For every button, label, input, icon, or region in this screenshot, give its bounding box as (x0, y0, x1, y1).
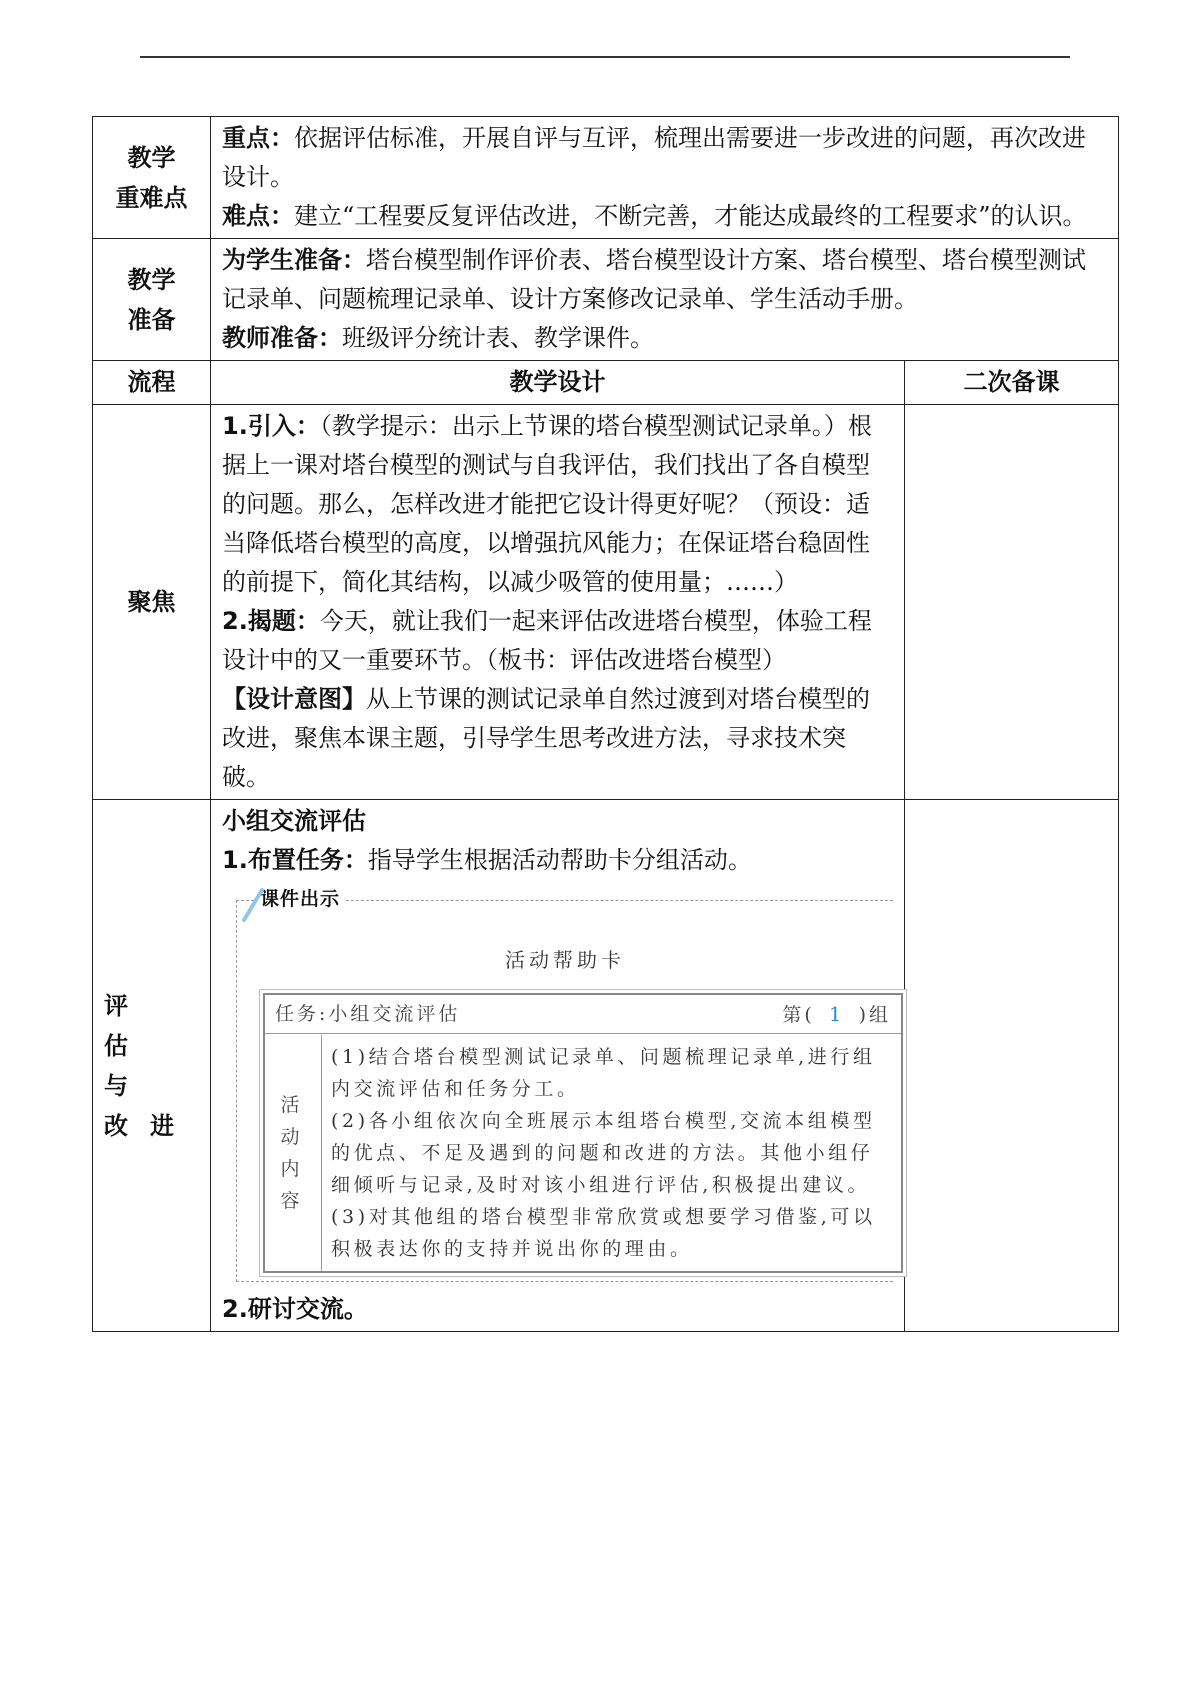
key-point-text: 依据评估标准，开展自评与互评，梳理出需要进一步改进的问题，再次改进设计。 (222, 124, 1086, 191)
preparation-content (211, 239, 1119, 361)
label-difficulty: 教学 重难点 (115, 143, 188, 212)
header-row (93, 361, 1119, 405)
teacher-prep-label: 教师准备： (222, 324, 342, 352)
reveal-text: 今天，就让我们一起来评估改进塔台模型，体验工程设计中的又一重要环节。（板书：评估改进塔台模型） (222, 607, 872, 674)
row-evaluate (93, 800, 1119, 1332)
evaluate-secondary-cell (905, 800, 1119, 1332)
difficult-point-label: 难点： (222, 202, 294, 230)
row-difficulty (93, 117, 1119, 239)
row-preparation (93, 239, 1119, 361)
content-label: 活动 内容 (280, 1094, 306, 1212)
design-intent-label: 【设计意图】 (222, 685, 366, 713)
label-focus-cell (93, 405, 211, 800)
courseware-panel (228, 886, 893, 1282)
slash-accent-icon (240, 888, 266, 922)
content-label-cell (265, 1035, 322, 1271)
activity-item: (2)各小组依次向全班展示本组塔台模型,交流本组模型的优点、不足及遇到的问题和改进的方法。其他小组仔细倾听与记录,及时对该小组进行评估,积极提出建议。 (331, 1110, 876, 1196)
row-focus (93, 405, 1119, 800)
section-title: 小组交流评估 (222, 807, 366, 835)
courseware-dashed-box (236, 900, 893, 1282)
label-preparation: 教学 准备 (127, 265, 176, 334)
group-suffix: )组 (858, 1004, 891, 1026)
label-evaluate: 评 估 与 改进 (104, 991, 196, 1140)
label-difficulty-cell (93, 117, 211, 239)
help-card-body (265, 1035, 901, 1271)
header-process: 流程 (93, 361, 211, 405)
evaluate-content (211, 800, 905, 1332)
header-rule (140, 56, 1070, 58)
activity-items (331, 1041, 893, 1265)
difficulty-content (211, 117, 1119, 239)
label-evaluate-cell (93, 800, 211, 1332)
teacher-prep-text: 班级评分统计表、教学课件。 (342, 324, 654, 352)
help-card-header (265, 995, 901, 1034)
focus-secondary-cell (905, 405, 1119, 800)
label-preparation-cell (93, 239, 211, 361)
courseware-tag: 课件出示 (256, 886, 344, 912)
focus-content (211, 405, 905, 800)
reveal-label: 2.揭题： (222, 607, 320, 635)
group-prefix: 第( (782, 1004, 815, 1026)
task-label: 1.布置任务： (222, 846, 368, 874)
intro-label: 1.引入： (222, 412, 320, 440)
label-focus: 聚焦 (127, 588, 176, 616)
design-intent-text: 从上节课的测试记录单自然过渡到对塔台模型的改进，聚焦本课主题，引导学生思考改进方法，寻求技术突破。 (222, 685, 870, 791)
group-number: 1 (828, 1002, 845, 1026)
discuss-step: 2.研讨交流。 (222, 1295, 368, 1323)
help-card-task: 任务:小组交流评估 (275, 1003, 461, 1025)
header-design: 教学设计 (211, 361, 905, 405)
intro-text: （教学提示：出示上节课的塔台模型测试记录单。）根据上一课对塔台模型的测试与自我评估，我们找出了各自模型的问题。那么，怎样改进才能把它设计得更好呢？（预设：适当降低塔台模型的高度，以增强抗风能力；在保证塔台稳固性的前提下，简化其结构，以减少吸管的使用量；……） (222, 412, 872, 596)
key-point-label: 重点： (222, 124, 294, 152)
activity-item: (3)对其他组的塔台模型非常欣赏或想要学习借鉴,可以积极表达你的支持并说出你的理由。 (331, 1206, 876, 1260)
student-prep-label: 为学生准备： (222, 246, 366, 274)
difficult-point-text: 建立“工程要反复评估改进，不断完善，才能达成最终的工程要求”的认识。 (294, 202, 1087, 230)
student-prep-text: 塔台模型制作评价表、塔台模型设计方案、塔台模型、塔台模型测试记录单、问题梳理记录单、设计方案修改记录单、学生活动手册。 (222, 246, 1086, 313)
lesson-plan-table (92, 116, 1119, 1332)
help-card-title: 活动帮助卡 (505, 948, 625, 972)
header-secondary: 二次备课 (905, 361, 1119, 405)
task-text: 指导学生根据活动帮助卡分组活动。 (367, 846, 752, 874)
help-card (263, 993, 903, 1273)
help-card-group (782, 995, 891, 1034)
activity-item: (1)结合塔台模型测试记录单、问题梳理记录单,进行组内交流评估和任务分工。 (331, 1046, 876, 1100)
